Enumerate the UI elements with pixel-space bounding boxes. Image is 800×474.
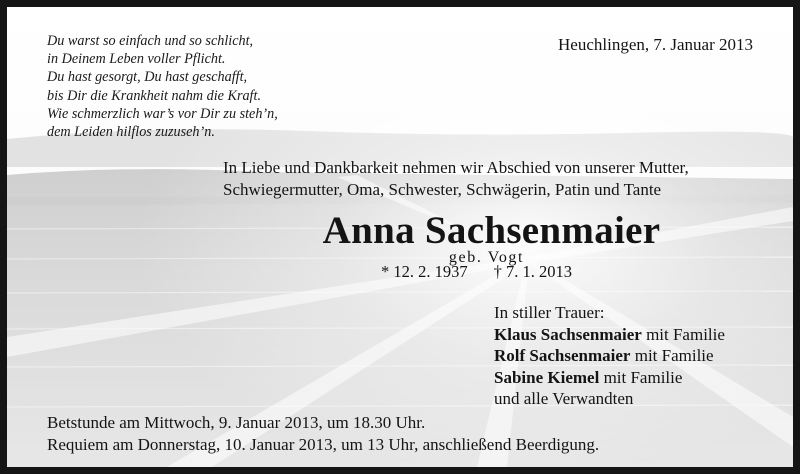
poem-line: in Deinem Leben voller Pflicht.	[47, 51, 226, 68]
poem-line: Du warst so einfach und so schlicht,	[47, 33, 254, 49]
mourners-closing: und alle Verwandten	[494, 389, 634, 408]
mourner-entry	[494, 345, 725, 367]
mourner-entry	[494, 367, 725, 389]
place-and-date: Heuchlingen, 7. Januar 2013	[558, 35, 753, 54]
poem-line: Du hast gesorgt, Du hast geschafft,	[47, 69, 248, 86]
mourner-suffix: mit Familie	[603, 367, 683, 387]
mourners-heading: In stiller Trauer:	[494, 303, 605, 322]
mourner-entry	[494, 324, 725, 346]
prayer-service-line: Betstunde am Mittwoch, 9. Januar 2013, um 18.30 Uhr.	[47, 413, 426, 432]
mourner-name: Sabine Kiemel	[494, 367, 600, 387]
intro-text	[223, 157, 689, 201]
poem-line: dem Leiden hilflos zuzuseh’n.	[47, 124, 215, 141]
poem-line: bis Dir die Krankheit nahm die Kraft.	[47, 87, 261, 104]
service-times	[47, 412, 599, 456]
mourner-name: Klaus Sachsenmaier	[494, 324, 642, 344]
mourner-suffix: mit Familie	[634, 346, 714, 365]
poem	[47, 32, 278, 141]
mourner-name: Rolf Sachsenmaier	[494, 346, 631, 365]
intro-line: Schwiegermutter, Oma, Schwester, Schwägerin, Patin und Tante	[223, 180, 662, 199]
poem-line: Wie schmerzlich war’s vor Dir zu steh’n,	[47, 105, 278, 122]
requiem-line: Requiem am Donnerstag, 10. Januar 2013, um 13 Uhr, anschließend Beerdigung.	[47, 435, 600, 454]
deceased-name: Anna Sachsenmaier	[322, 209, 661, 252]
maiden-name: geb. Vogt	[448, 249, 525, 266]
birth-date: * 12. 2. 1937	[381, 262, 468, 281]
mourners-list	[494, 302, 725, 410]
death-date: † 7. 1. 2013	[493, 262, 572, 281]
life-dates	[381, 262, 572, 282]
mourner-suffix: mit Familie	[646, 324, 725, 344]
intro-line: In Liebe und Dankbarkeit nehmen wir Abschied von unserer Mutter,	[223, 158, 689, 177]
